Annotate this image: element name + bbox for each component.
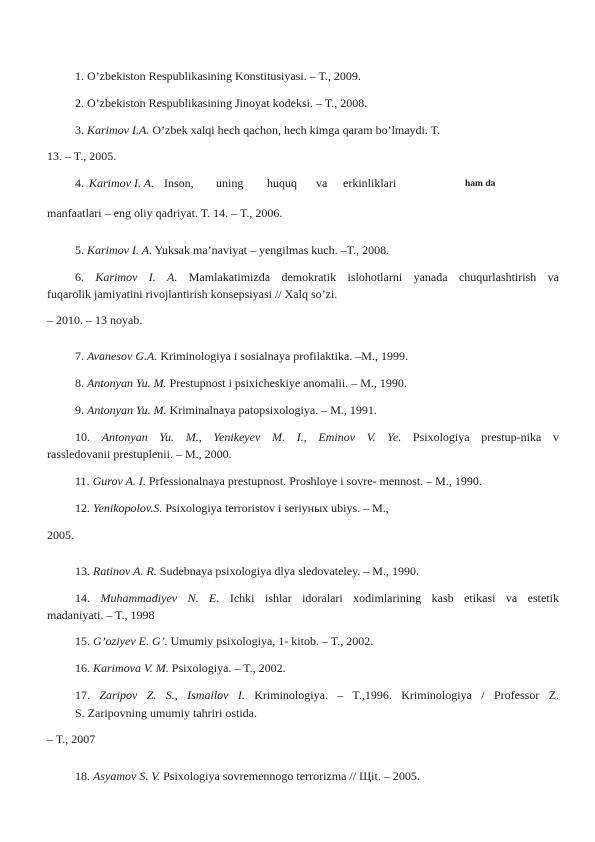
reference-item: 2. O’zbekiston Respublikasining Jinoyat kodeksi. – T., 2008. — [75, 96, 368, 110]
reference-item: 3. Karimov I.A. O’zbek xalqi hech qachon, hech kimga qaram bo’lmaydi. T. — [75, 123, 441, 137]
reference-item: 13. Ratinov A. R. Sudebnaya psixologiya dlya sledovateley. – M., 1990. — [75, 564, 419, 578]
reference-author: Karimov I. A. — [89, 176, 155, 190]
reference-item: 15. G’oziyev E. G’. Umumiy psixologiya, 1- kitob. – T., 2002. — [75, 634, 374, 648]
reference-author: Antonyan Yu. M., Yenikeyev M. I., Eminov V. Ye. — [101, 430, 402, 444]
reference-continuation: rassledovanii prestuplenii. – M., 2000. — [47, 447, 232, 461]
reference-author: Karimova V. M. — [93, 661, 169, 675]
reference-item: 7. Avanesov G.A. Kriminologiya i sosialnaya profilaktika. –M., 1999. — [75, 349, 408, 363]
reference-item: 18. Asyamov S. V. Psixologiya sovremennogo terrorizma // Щit. – 2005. — [75, 769, 420, 783]
reference-author: Avanesov G.A. — [87, 349, 158, 363]
reference-continuation: fuqarolik jamiyatini rivojlantirish konsepsiyasi // Xalq so’zi. — [47, 287, 338, 301]
reference-item: 5. Karimov I. A. Yuksak ma’naviyat – yengilmas kuch. –T., 2008. — [75, 243, 390, 257]
reference-author: Antonyan Yu. M. — [87, 376, 167, 390]
reference-author: Asyamov S. V. — [93, 769, 161, 783]
reference-continuation: 2005. — [47, 528, 74, 542]
reference-author: Gurov A. I. — [92, 474, 146, 488]
reference-item: 11. Gurov A. I. Prfessionalnaya prestupnost. Proshloye i sovre- mennost. – M., 1990. — [75, 474, 482, 488]
reference-item: 10. Antonyan Yu. M., Yenikeyev M. I., Eminov V. Ye. Psixologiya prestup-nika v — [75, 430, 560, 444]
reference-author: Ratinov A. R. — [93, 564, 157, 578]
reference-item: 14. Muhammadiyev N. E. Ichki ishlar idoralari xodimlarining kasb etikasi va estetik — [75, 591, 559, 605]
reference-author: G’oziyev E. G’. — [93, 634, 168, 648]
reference-continuation: 13. – T., 2005. — [47, 149, 117, 163]
page: 1. O’zbekiston Respublikasining Konstitusiyasi. – T., 2009. 2. O’zbekiston Respublikasining Jinoyat kodeksi. – T., 2008. 3. Karimov I.A. O’zbek xalqi hech qachon, hech kimga qaram bo’lmaydi. T. 13. – T., 2005. 4. Karimov I. A. Inson, uning huquq va erkinliklari ham da manfaatlari – eng oliy qadriyat. T. 14. – T., 2006. 5. Karimov I. A. Yuksak ma’naviyat – yengilmas kuch. –T., 2008. 6. Karimov I. A. Mamlakatimizda demokratik islohotlarni yanada chuqurlashtirish va fuqarolik jamiyatini rivojlantirish konsepsiyasi // Xalq so’zi. – 2010. – 13 noyab. 7. Avanesov G.A. Kriminologiya i sosialnaya profilaktika. –M., 1999. 8. Antonyan Yu. M. Prestupnost i psixicheskiye anomalii. – M., 1990. 9. Antonyan Yu. M. Kriminalnaya patopsixologiya. – M., 1991. 10. Antonyan Yu. M., Yenikeyev M. I., Eminov V. Ye. Psixologiya prestup-nika v rassledovanii prestuplenii. – M., 2000. 11. Gurov A. I. Prfessionalnaya prestupnost. Proshloye i sovre- mennost. – M., 1990. 12. Yenikopolov.S. Psixologiya terroristov i seriyныx ubiys. – M., 2005. 13. Ratinov A. R. Sudebnaya psixologiya dlya sledovateley. – M., 1990. 14. Muhammadiyev N. E. Ichki ishlar idoralari xodimlarining kasb etikasi va estetik madaniyati. – T., 1998 15. G’oziyev E. G’. Umumiy psixologiya, 1- kitob. – T., 2002. 16. Karimova V. M. Psixologiya. – T., 2002. 17. Zaripov Z. S., Ismailov I. Kriminologiya. – T.,1996. Kriminologiya / Professor Z. S. Zaripovning umumiy tahriri ostida. – T., 2007 18. Asyamov S. V. Psixologiya sovremennogo terrorizma // Щit. – 2005. — [47, 69, 560, 783]
reference-author: Karimov I. A. — [87, 243, 153, 257]
reference-item: 6. Karimov I. A. Mamlakatimizda demokratik islohotlarni yanada chuqurlashtirish va — [75, 270, 559, 284]
reference-continuation: – 2010. – 13 noyab. — [47, 313, 143, 327]
reference-item: 16. Karimova V. M. Psixologiya. – T., 2002. — [75, 661, 286, 675]
reference-author: Muhammadiyev N. E. — [100, 591, 220, 605]
reference-item: 8. Antonyan Yu. M. Prestupnost i psixicheskiye anomalii. – M., 1990. — [75, 376, 407, 390]
reference-author: Karimov I.A. — [87, 123, 150, 137]
reference-continuation: madaniyati. – T., 1998 — [47, 608, 155, 622]
reference-author: Yenikopolov.S. — [93, 501, 163, 515]
reference-continuation: manfaatlari – eng oliy qadriyat. T. 14. – T., 2006. — [47, 206, 283, 220]
reference-item: 12. Yenikopolov.S. Psixologiya terroristov i seriyныx ubiys. – M., — [75, 501, 389, 515]
reference-item: 1. O’zbekiston Respublikasining Konstitusiyasi. – T., 2009. — [75, 69, 361, 83]
reference-author: Antonyan Yu. M. — [87, 403, 167, 417]
reference-author: Zaripov Z. S., Ismailov I. — [99, 688, 245, 702]
reference-continuation: – T., 2007 — [47, 732, 96, 746]
reference-item: 9. Antonyan Yu. M. Kriminalnaya patopsixologiya. – M., 1991. — [75, 403, 377, 417]
reference-author: Karimov I. A. — [95, 270, 178, 284]
reference-item: 17. Zaripov Z. S., Ismailov I. Kriminologiya. – T.,1996. Kriminologiya / Professor Z. — [75, 688, 560, 702]
reference-continuation: S. Zaripovning umumiy tahriri ostida. — [75, 706, 257, 720]
